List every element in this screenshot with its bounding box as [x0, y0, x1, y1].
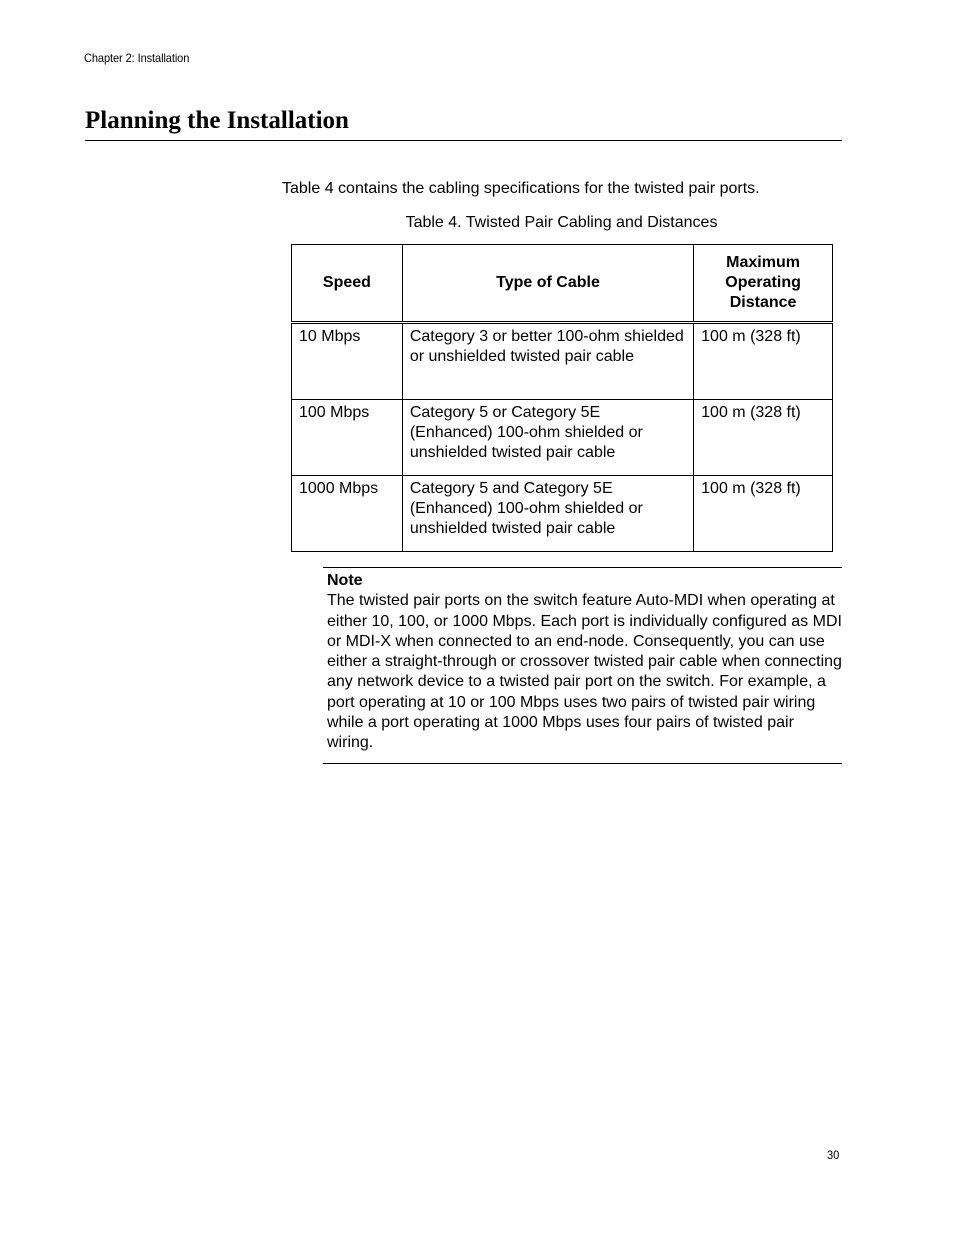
cell-speed: 1000 Mbps	[292, 476, 403, 552]
table-row	[292, 476, 833, 552]
cell-speed: 100 Mbps	[292, 400, 403, 476]
note-body: The twisted pair ports on the switch feature Auto-MDI when operating at either 10, 100, or 1000 Mbps. Each port is individually configured as MDI or MDI-X when connected to an end-node. Consequently, you can use either a straight-through or crossover twisted pair cable when connecting any network device to a twisted pair port on the switch. For example, a port operating at 10 or 100 Mbps uses two pairs of twisted pair wiring while a port operating at 1000 Mbps uses four pairs of twisted pair wiring.	[327, 592, 842, 752]
section-title: Planning the Installation	[85, 107, 349, 134]
column-header-cable: Type of Cable	[402, 245, 693, 323]
note-heading: Note	[327, 572, 363, 589]
cell-cable: Category 5 or Category 5E (Enhanced) 100-ohm shielded or unshielded twisted pair cable	[402, 400, 693, 476]
cell-cable: Category 5 and Category 5E (Enhanced) 100-ohm shielded or unshielded twisted pair cable	[402, 476, 693, 552]
intro-paragraph: Table 4 contains the cabling specifications for the twisted pair ports.	[282, 180, 760, 197]
cell-distance: 100 m (328 ft)	[694, 323, 833, 400]
title-rule	[85, 140, 842, 141]
column-header-distance	[694, 245, 833, 323]
table-row	[292, 323, 833, 400]
cell-distance: 100 m (328 ft)	[694, 400, 833, 476]
cell-cable: Category 3 or better 100-ohm shielded or unshielded twisted pair cable	[402, 323, 693, 400]
table-caption: Table 4. Twisted Pair Cabling and Distances	[405, 214, 718, 231]
column-header-distance-line: Distance	[729, 294, 797, 311]
cell-speed: 10 Mbps	[292, 323, 403, 400]
table-header-row	[292, 245, 833, 323]
cell-distance: 100 m (328 ft)	[694, 476, 833, 552]
column-header-speed: Speed	[292, 245, 403, 323]
page-number: 30	[827, 1148, 840, 1162]
column-header-distance-line: Maximum	[726, 254, 800, 271]
table-row	[292, 400, 833, 476]
column-header-distance-line: Operating	[725, 274, 801, 291]
note-box	[323, 567, 842, 764]
cabling-table	[291, 244, 833, 552]
running-head: Chapter 2: Installation	[84, 51, 190, 65]
